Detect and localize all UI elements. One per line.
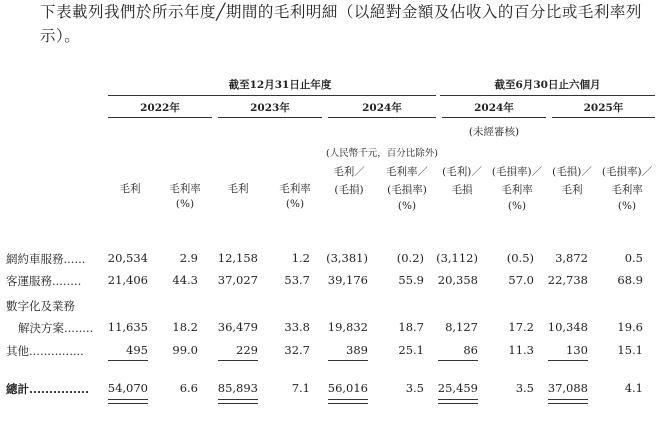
col-header-unit: (%) [175,198,195,210]
table-cell: (3,112) [436,251,478,265]
col-header-unit: (%) [397,200,417,212]
table-cell: (0.2) [396,251,424,265]
table-cell: 8,127 [445,320,478,334]
table-cell: 25.1 [398,343,424,357]
col-header-gross-profit: 毛損 [451,184,473,196]
year-header: 2025年 [583,102,624,114]
subtotal-rule [218,360,258,361]
table-cell: 53.7 [284,273,310,287]
table-cell: 57.0 [508,273,534,287]
row-label-passenger-transport: 客運服務........ [6,274,82,288]
col-header-gross-margin: 毛利率 [611,184,643,196]
table-cell: 37,027 [217,273,258,287]
col-header-unit: (%) [507,200,527,212]
table-cell: 0.5 [624,251,643,265]
table-cell: 495 [126,343,148,357]
col-header-gross-profit: (毛損) [334,184,364,196]
row-label-ride-hailing: 網約車服務...... [6,252,86,266]
table-cell: 18.7 [398,320,424,334]
row-label-solutions: 解決方案........ [18,321,94,335]
table-cell: 3.5 [515,381,534,395]
table-cell: (3,381) [326,251,368,265]
table-cell: 11.3 [508,343,534,357]
year-rule [108,117,212,118]
year-rule [218,117,322,118]
year-header: 2024年 [362,102,402,114]
table-cell: 68.9 [617,273,643,287]
col-header-unit: (%) [285,198,305,210]
group-header-year-end: 截至12月31日止年度 [228,79,332,91]
col-header-gross-margin: (毛損率)／ [491,166,543,178]
col-header-gross-profit: 毛利 [561,184,583,196]
col-header-unit: (%) [617,200,637,212]
col-header-gross-profit: (毛損)／ [552,166,592,178]
table-cell: 36,479 [217,320,258,334]
total-double-rule [108,399,148,404]
total-double-rule [438,399,478,404]
row-label-total: 總計............... [6,382,90,396]
year-header: 2023年 [250,102,290,114]
table-cell: 19,832 [327,320,368,334]
table-cell: 7.1 [291,381,310,395]
col-header-gross-margin: (毛損率)／ [601,166,653,178]
intro-paragraph: 下表載列我們於所示年度╱期間的毛利明細（以絕對金額及佔收入的百分比或毛利率列示）。 [40,3,642,45]
table-cell: 44.3 [172,273,198,287]
total-double-rule [328,399,368,404]
table-cell: 10,348 [547,320,588,334]
table-cell: 229 [236,343,258,357]
table-cell: 4.1 [624,381,643,395]
table-cell: 85,893 [217,381,258,395]
col-header-gross-margin: 毛利率 [169,183,201,195]
total-double-rule [218,399,258,404]
group-rule [440,95,655,96]
table-cell: (0.5) [506,251,534,265]
table-cell: 20,534 [107,251,148,265]
table-cell: 17.2 [508,320,534,334]
table-cell: 39,176 [327,273,368,287]
table-cell: 12,158 [217,251,258,265]
row-label-others: 其他............... [6,344,84,358]
table-cell: 56,016 [327,381,368,395]
group-rule [108,95,436,96]
table-cell: 130 [566,343,588,357]
table-cell: 21,406 [107,273,148,287]
year-rule [442,117,546,118]
table-cell: 18.2 [172,320,198,334]
col-header-gross-margin: 毛利率 [501,184,533,196]
col-header-gross-margin: 毛利率 [279,183,311,195]
year-header: 2022年 [140,102,180,114]
col-header-gross-margin: (毛損率) [387,184,427,196]
table-cell: 99.0 [172,343,198,357]
table-cell: 389 [346,343,368,357]
table-cell: 15.1 [617,343,643,357]
subtotal-rule [108,360,148,361]
table-cell: 11,635 [107,320,148,334]
unaudited-note: (未經審核) [468,126,520,138]
total-double-rule [548,399,588,404]
table-cell: 6.6 [179,381,198,395]
table-cell: 22,738 [547,273,588,287]
table-cell: 33.8 [284,320,310,334]
subtotal-rule [438,360,478,361]
table-cell: 54,070 [107,381,148,395]
year-header: 2024年 [474,102,514,114]
year-rule [328,117,436,118]
table-cell: 1.2 [291,251,310,265]
table-cell: 37,088 [547,381,588,395]
unit-note: (人民幣千元，百分比除外) [326,148,438,159]
subtotal-rule [548,360,588,361]
col-header-gross-profit: 毛利 [227,183,249,195]
group-header-six-months: 截至6月30日止六個月 [494,79,601,91]
table-cell: 2.9 [179,251,198,265]
table-cell: 20,358 [437,273,478,287]
table-cell: 55.9 [398,273,424,287]
year-rule [552,117,655,118]
col-header-gross-profit: (毛利)／ [442,166,482,178]
subtotal-rule [328,360,368,361]
table-cell: 25,459 [437,381,478,395]
col-header-gross-profit: 毛利／ [333,166,365,178]
table-cell: 32.7 [284,343,310,357]
table-cell: 3,872 [555,251,588,265]
row-label-digitalization: 數字化及業務 [6,299,75,313]
table-cell: 86 [463,343,478,357]
col-header-gross-margin: 毛利率／ [386,166,428,178]
table-cell: 3.5 [405,381,424,395]
col-header-gross-profit: 毛利 [119,183,141,195]
table-cell: 19.6 [617,320,643,334]
